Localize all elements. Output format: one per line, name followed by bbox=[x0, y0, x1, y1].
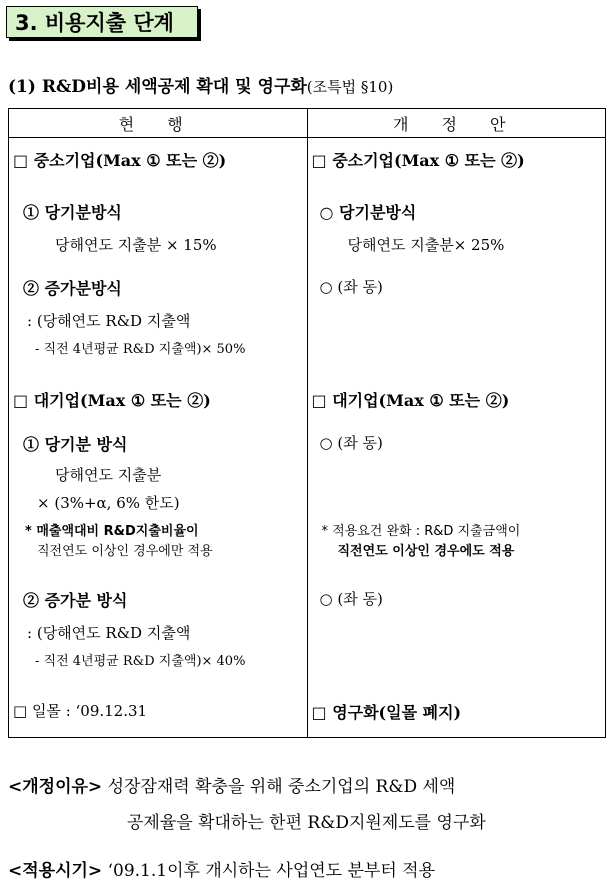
left-large-method1-body1: 당해연도 지출분 bbox=[55, 466, 162, 484]
left-large-method2-line1: : (당해연도 R&D 지출액 bbox=[27, 624, 191, 642]
right-large-method1-note2: 직전연도 이상인 경우에도 적용 bbox=[337, 544, 515, 559]
revised-column bbox=[307, 138, 606, 738]
left-large-method1-body2: × (3%+α, 6% 한도) bbox=[37, 494, 180, 512]
subtitle-main: (1) R&D비용 세액공제 확대 및 영구화 bbox=[8, 77, 307, 97]
right-sunset: □ 영구화(일몰 폐지) bbox=[311, 703, 462, 722]
reason-line1 bbox=[8, 772, 455, 797]
right-sme-method1-title: ○ 당기분방식 bbox=[319, 203, 417, 222]
left-sme-method2-line1: : (당해연도 R&D 지출액 bbox=[27, 312, 191, 330]
right-large-heading: □ 대기업(Max ① 또는 ②) bbox=[311, 391, 510, 410]
subtitle bbox=[8, 72, 393, 97]
left-sme-method2-title: ② 증가분방식 bbox=[23, 279, 122, 298]
effective-line bbox=[8, 856, 435, 881]
header-revised: 개 정 안 bbox=[307, 109, 606, 138]
left-large-method1-title: ① 당기분 방식 bbox=[23, 435, 128, 454]
left-sme-heading: □ 중소기업(Max ① 또는 ②) bbox=[13, 151, 227, 170]
left-sme-method1-title: ① 당기분방식 bbox=[23, 203, 122, 222]
reason-text-line2: 공제율을 확대하는 한편 R&D지원제도를 영구화 bbox=[127, 813, 486, 833]
left-sme-method1-body: 당해연도 지출분 × 15% bbox=[55, 236, 217, 254]
right-large-method1-note1: * 적용요건 완화 : R&D 지출금액이 bbox=[321, 524, 521, 539]
left-large-heading: □ 대기업(Max ① 또는 ②) bbox=[13, 391, 211, 410]
right-sme-heading: □ 중소기업(Max ① 또는 ②) bbox=[311, 151, 525, 170]
reason-text-line1: 성장잠재력 확충을 위해 중소기업의 R&D 세액 bbox=[107, 777, 456, 797]
left-large-method2-title: ② 증가분 방식 bbox=[23, 591, 128, 610]
current-column bbox=[9, 138, 308, 738]
left-sme-method2-line2: - 직전 4년평균 R&D 지출액)× 50% bbox=[35, 342, 246, 357]
right-sme-method2: ○ (좌 동) bbox=[319, 278, 383, 296]
subtitle-law-ref: (조특법 §10) bbox=[306, 78, 394, 96]
left-large-method1-note2: 직전연도 이상인 경우에만 적용 bbox=[37, 544, 213, 559]
right-large-method2: ○ (좌 동) bbox=[319, 590, 383, 608]
right-large-method1: ○ (좌 동) bbox=[319, 434, 383, 452]
comparison-table bbox=[8, 108, 606, 738]
left-sunset: □ 일몰 : ‘09.12.31 bbox=[13, 702, 148, 720]
left-large-method1-note1: * 매출액대비 R&D지출비율이 bbox=[25, 524, 199, 539]
left-large-method2-line2: - 직전 4년평균 R&D 지출액)× 40% bbox=[35, 654, 246, 669]
effective-label: <적용시기> bbox=[8, 861, 103, 881]
reason-label: <개정이유> bbox=[8, 777, 103, 797]
right-sme-method1-body: 당해연도 지출분× 25% bbox=[347, 236, 505, 254]
effective-text: ‘09.1.1이후 개시하는 사업연도 분부터 적용 bbox=[107, 861, 436, 881]
section-title: 3. 비용지출 단계 bbox=[6, 6, 198, 38]
header-current: 현 행 bbox=[9, 109, 308, 138]
